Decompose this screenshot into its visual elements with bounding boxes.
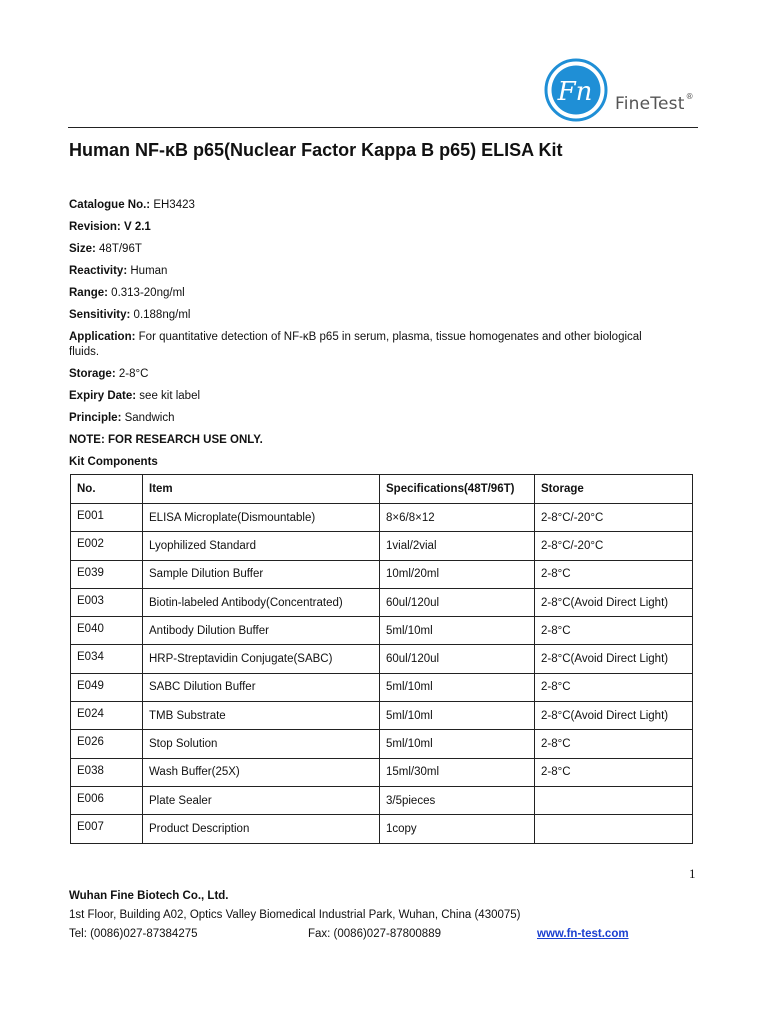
component-number: E034 [71, 645, 143, 673]
component-storage: 2-8°C/-20°C [535, 504, 693, 532]
info-value: For quantitative detection of NF-κB p65 in serum, plasma, tissue homogenates and other biological fluids. [69, 330, 642, 359]
table-header-row [71, 475, 693, 504]
info-label: Principle: [69, 412, 122, 425]
component-storage: 2-8°C/-20°C [535, 532, 693, 560]
component-number: E038 [71, 758, 143, 786]
info-row [69, 198, 669, 213]
product-info [69, 198, 669, 477]
component-specification: 5ml/10ml [380, 673, 535, 701]
component-item: Wash Buffer(25X) [143, 758, 380, 786]
component-item: Antibody Dilution Buffer [143, 617, 380, 645]
component-item: Biotin-labeled Antibody(Concentrated) [143, 588, 380, 616]
info-value: 48T/96T [95, 242, 142, 255]
component-number: E001 [71, 504, 143, 532]
info-label: Kit Components [69, 456, 158, 469]
info-row [69, 330, 669, 361]
info-label: Sensitivity: [69, 308, 131, 321]
component-item: ELISA Microplate(Dismountable) [143, 504, 380, 532]
table-row [71, 786, 693, 814]
component-storage [535, 815, 693, 843]
component-item: Sample Dilution Buffer [143, 560, 380, 588]
component-specification: 15ml/30ml [380, 758, 535, 786]
component-specification: 60ul/120ul [380, 588, 535, 616]
info-label: Storage: [69, 368, 116, 381]
info-label: Reactivity: [69, 264, 128, 277]
info-label: Size: [69, 242, 96, 255]
contact-line [69, 928, 709, 944]
component-item: Stop Solution [143, 730, 380, 758]
table-row [71, 504, 693, 532]
info-row [69, 367, 669, 382]
finetest-logo [544, 58, 608, 122]
table-row [71, 588, 693, 616]
component-storage: 2-8°C(Avoid Direct Light) [535, 645, 693, 673]
component-storage: 2-8°C [535, 617, 693, 645]
kit-components-table [70, 474, 693, 844]
table-row [71, 617, 693, 645]
column-header: Item [143, 475, 380, 504]
info-label: Range: [69, 286, 108, 299]
company-address: 1st Floor, Building A02, Optics Valley Biomedical Industrial Park, Wuhan, China (430075) [69, 909, 521, 921]
component-item: TMB Substrate [143, 702, 380, 730]
component-number: E024 [71, 702, 143, 730]
info-label: NOTE: FOR RESEARCH USE ONLY. [69, 434, 263, 447]
component-specification: 60ul/120ul [380, 645, 535, 673]
component-storage: 2-8°C(Avoid Direct Light) [535, 702, 693, 730]
info-label: Application: [69, 330, 136, 343]
table-row [71, 560, 693, 588]
component-specification: 5ml/10ml [380, 730, 535, 758]
component-storage: 2-8°C [535, 758, 693, 786]
table-row [71, 815, 693, 843]
component-specification: 8×6/8×12 [380, 504, 535, 532]
component-item: SABC Dilution Buffer [143, 673, 380, 701]
info-row [69, 264, 669, 279]
component-number: E049 [71, 673, 143, 701]
info-value: EH3423 [150, 199, 195, 211]
info-value: see kit label [136, 390, 201, 403]
info-row [69, 411, 669, 426]
info-row [69, 389, 669, 404]
component-storage: 2-8°C [535, 560, 693, 588]
component-item: HRP-Streptavidin Conjugate(SABC) [143, 645, 380, 673]
component-specification: 10ml/20ml [380, 560, 535, 588]
column-header: Storage [535, 475, 693, 504]
component-number: E002 [71, 532, 143, 560]
company-name: Wuhan Fine Biotech Co., Ltd. [69, 890, 229, 902]
component-storage: 2-8°C [535, 673, 693, 701]
page-number: 1 [689, 866, 696, 881]
info-row [69, 433, 669, 448]
telephone: Tel: (0086)027-87384275 [69, 928, 198, 940]
component-number: E006 [71, 786, 143, 814]
column-header: No. [71, 475, 143, 504]
component-number: E040 [71, 617, 143, 645]
component-specification: 1vial/2vial [380, 532, 535, 560]
info-row [69, 308, 669, 323]
component-specification: 5ml/10ml [380, 617, 535, 645]
info-value: 2-8°C [115, 368, 149, 381]
table-row [71, 730, 693, 758]
component-item: Lyophilized Standard [143, 532, 380, 560]
component-number: E039 [71, 560, 143, 588]
footer [69, 890, 709, 944]
component-number: E003 [71, 588, 143, 616]
header-divider [68, 127, 698, 128]
component-item: Product Description [143, 815, 380, 843]
component-number: E007 [71, 815, 143, 843]
document-title: Human NF-κB p65(Nuclear Factor Kappa B p65) ELISA Kit [69, 140, 563, 160]
fax: Fax: (0086)027-87800889 [308, 928, 441, 940]
info-row [69, 455, 669, 470]
info-label: Expiry Date: [69, 390, 137, 403]
info-row [69, 242, 669, 257]
info-label: Revision: V 2.1 [69, 220, 151, 233]
info-value: Human [127, 264, 168, 277]
svg-text:Fn: Fn [557, 77, 593, 107]
info-value: 0.188ng/ml [130, 308, 191, 321]
component-item: Plate Sealer [143, 786, 380, 814]
component-number: E026 [71, 730, 143, 758]
info-value: 0.313-20ng/ml [107, 286, 185, 299]
component-storage: 2-8°C [535, 730, 693, 758]
component-storage [535, 786, 693, 814]
component-specification: 3/5pieces [380, 786, 535, 814]
table-row [71, 758, 693, 786]
table-row [71, 702, 693, 730]
table-row [71, 673, 693, 701]
table-row [71, 532, 693, 560]
website-link[interactable]: www.fn-test.com [537, 928, 629, 940]
table-row [71, 645, 693, 673]
info-row [69, 286, 669, 301]
component-storage: 2-8°C(Avoid Direct Light) [535, 588, 693, 616]
component-specification: 1copy [380, 815, 535, 843]
info-label: Catalogue No.: [69, 199, 151, 211]
component-specification: 5ml/10ml [380, 702, 535, 730]
brand-name: FineTest® [615, 92, 694, 114]
info-row [69, 220, 669, 235]
info-value: Sandwich [121, 412, 175, 425]
column-header: Specifications(48T/96T) [380, 475, 535, 504]
